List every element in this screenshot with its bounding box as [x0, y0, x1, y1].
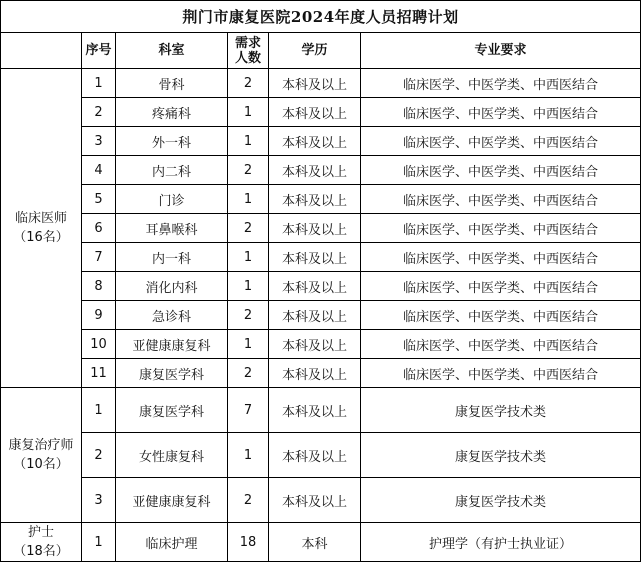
cell-index: 10	[82, 330, 116, 359]
cell-count: 1	[228, 98, 269, 127]
cell-major: 康复医学技术类	[361, 433, 641, 478]
cell-count: 2	[228, 156, 269, 185]
table-row	[1, 214, 641, 243]
category-total: （18名）	[13, 544, 69, 559]
cell-department: 亚健康康复科	[116, 330, 228, 359]
cell-department: 临床护理	[116, 523, 228, 562]
cell-department: 女性康复科	[116, 433, 228, 478]
cell-department: 亚健康康复科	[116, 478, 228, 523]
table-row	[1, 127, 641, 156]
category-cell-nurse	[1, 523, 82, 562]
cell-department: 耳鼻喉科	[116, 214, 228, 243]
cell-index: 1	[82, 69, 116, 98]
header-count-line2: 人数	[234, 50, 261, 66]
cell-index: 6	[82, 214, 116, 243]
cell-index: 2	[82, 98, 116, 127]
table-row	[1, 98, 641, 127]
table-row	[1, 185, 641, 214]
table-row	[1, 388, 641, 433]
cell-department: 骨科	[116, 69, 228, 98]
cell-department: 急诊科	[116, 301, 228, 330]
header-department: 科室	[116, 33, 228, 69]
cell-count: 2	[228, 478, 269, 523]
table-row	[1, 272, 641, 301]
cell-department: 门诊	[116, 185, 228, 214]
cell-education: 本科及以上	[269, 243, 361, 272]
cell-count: 1	[228, 127, 269, 156]
cell-education: 本科及以上	[269, 98, 361, 127]
cell-index: 4	[82, 156, 116, 185]
category-name: 护士	[27, 525, 54, 540]
cell-education: 本科及以上	[269, 272, 361, 301]
category-name: 康复治疗师	[8, 438, 74, 453]
table-row	[1, 523, 641, 562]
header-row	[1, 33, 641, 69]
category-total: （10名）	[13, 457, 69, 472]
cell-education: 本科及以上	[269, 156, 361, 185]
cell-index: 11	[82, 359, 116, 388]
cell-department: 外一科	[116, 127, 228, 156]
cell-major: 临床医学、中医学类、中西医结合	[361, 214, 641, 243]
header-count	[228, 33, 269, 69]
category-cell-therapist	[1, 388, 82, 523]
cell-education: 本科及以上	[269, 127, 361, 156]
cell-index: 3	[82, 478, 116, 523]
category-name: 临床医师	[14, 211, 67, 226]
cell-count: 2	[228, 359, 269, 388]
header-index: 序号	[82, 33, 116, 69]
cell-index: 8	[82, 272, 116, 301]
cell-department: 内二科	[116, 156, 228, 185]
table-row	[1, 69, 641, 98]
cell-education: 本科及以上	[269, 478, 361, 523]
cell-department: 内一科	[116, 243, 228, 272]
cell-count: 7	[228, 388, 269, 433]
cell-major: 护理学（有护士执业证）	[361, 523, 641, 562]
page-title: 荆门市康复医院2024年度人员招聘计划	[1, 1, 641, 33]
cell-major: 临床医学、中医学类、中西医结合	[361, 330, 641, 359]
table-row	[1, 243, 641, 272]
cell-count: 18	[228, 523, 269, 562]
header-count-line1: 需求	[234, 35, 261, 51]
table-row	[1, 301, 641, 330]
cell-major: 临床医学、中医学类、中西医结合	[361, 301, 641, 330]
cell-count: 2	[228, 301, 269, 330]
table-row	[1, 330, 641, 359]
cell-education: 本科及以上	[269, 433, 361, 478]
cell-education: 本科及以上	[269, 359, 361, 388]
cell-index: 5	[82, 185, 116, 214]
cell-department: 康复医学科	[116, 388, 228, 433]
cell-major: 临床医学、中医学类、中西医结合	[361, 243, 641, 272]
cell-major: 临床医学、中医学类、中西医结合	[361, 156, 641, 185]
cell-major: 临床医学、中医学类、中西医结合	[361, 98, 641, 127]
cell-major: 康复医学技术类	[361, 388, 641, 433]
header-education: 学历	[269, 33, 361, 69]
cell-count: 2	[228, 69, 269, 98]
cell-count: 1	[228, 185, 269, 214]
cell-count: 1	[228, 272, 269, 301]
cell-index: 2	[82, 433, 116, 478]
cell-education: 本科	[269, 523, 361, 562]
cell-education: 本科及以上	[269, 69, 361, 98]
cell-count: 1	[228, 433, 269, 478]
header-category	[1, 33, 82, 69]
cell-major: 临床医学、中医学类、中西医结合	[361, 127, 641, 156]
cell-major: 临床医学、中医学类、中西医结合	[361, 185, 641, 214]
table-row	[1, 433, 641, 478]
cell-index: 3	[82, 127, 116, 156]
cell-education: 本科及以上	[269, 214, 361, 243]
cell-education: 本科及以上	[269, 185, 361, 214]
cell-count: 1	[228, 243, 269, 272]
cell-major: 临床医学、中医学类、中西医结合	[361, 69, 641, 98]
cell-education: 本科及以上	[269, 330, 361, 359]
table-row	[1, 156, 641, 185]
cell-index: 7	[82, 243, 116, 272]
table-row	[1, 359, 641, 388]
cell-count: 2	[228, 214, 269, 243]
header-major: 专业要求	[361, 33, 641, 69]
cell-index: 1	[82, 523, 116, 562]
cell-major: 临床医学、中医学类、中西医结合	[361, 272, 641, 301]
cell-index: 1	[82, 388, 116, 433]
cell-major: 康复医学技术类	[361, 478, 641, 523]
cell-education: 本科及以上	[269, 388, 361, 433]
cell-major: 临床医学、中医学类、中西医结合	[361, 359, 641, 388]
cell-index: 9	[82, 301, 116, 330]
cell-department: 消化内科	[116, 272, 228, 301]
cell-department: 疼痛科	[116, 98, 228, 127]
category-total: （16名）	[13, 230, 69, 245]
cell-department: 康复医学科	[116, 359, 228, 388]
title-row	[1, 1, 641, 33]
cell-count: 1	[228, 330, 269, 359]
cell-education: 本科及以上	[269, 301, 361, 330]
table-row	[1, 478, 641, 523]
category-cell-clinical	[1, 69, 82, 388]
